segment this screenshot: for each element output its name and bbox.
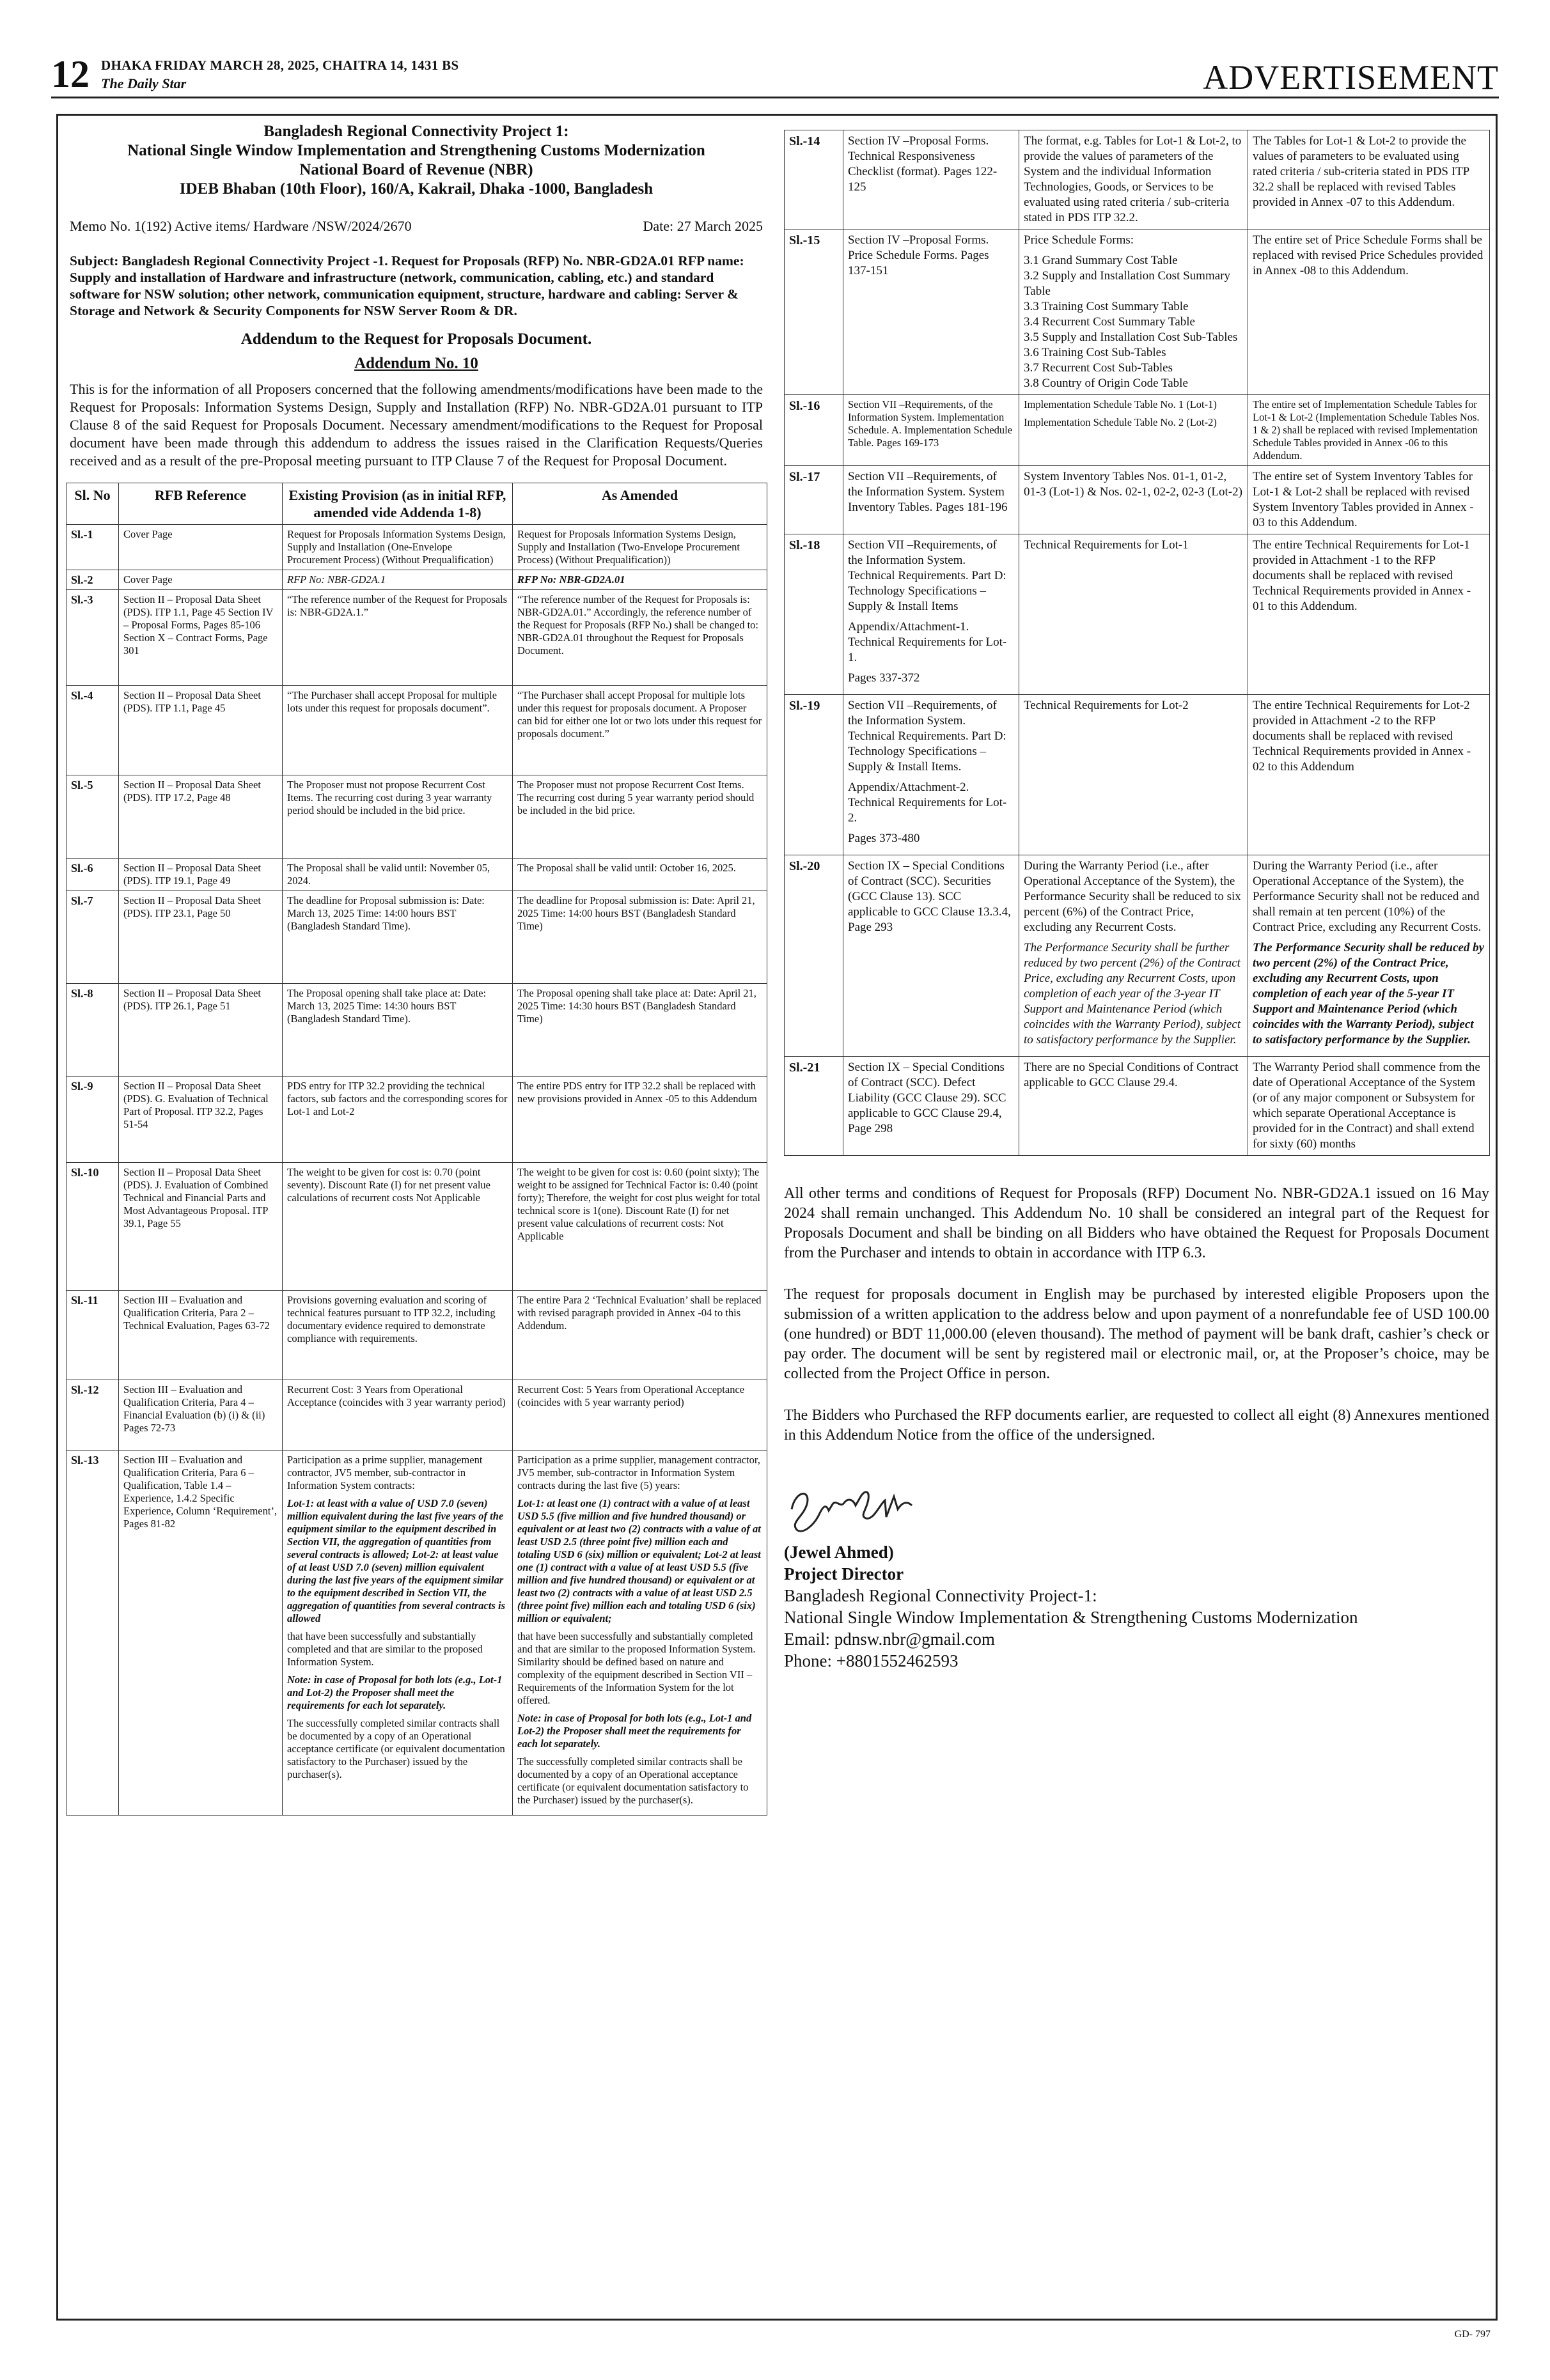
row-existing [283,1451,513,1816]
reference-section: Section VII –Requirements, of the Information System. Technical Requirements. Part D: Technology Specifications – Supply & Install Items. [848,699,1006,774]
list-item: 3.2 Supply and Installation Cost Summary Table [1024,269,1230,298]
table-row [67,984,767,1077]
masthead-date: DHAKA FRIDAY MARCH 28, 2025, CHAITRA 14, 1431 BS [101,58,459,73]
list-item: 3.1 Grand Summary Cost Table [1024,254,1178,267]
closing-paragraph-1: All other terms and conditions of Request for Proposals (RFP) Document No. NBR-GD2A.1 issued on 16 May 2024 shall remain unchanged. This Addendum No. 10 shall be considered an integral part of the Request for Proposals Document and shall be binding on all Bidders who have obtained the Request for Proposals Document from the Purchaser and intends to obtain in accordance with ITP 6.3. [784,1185,1489,1261]
amendment-table-right [784,130,1490,1156]
row-sl: Sl.-7 [67,891,119,984]
row-amended: RFP No: NBR-GD2A.01 [513,570,767,590]
agency-address: IDEB Bhaban (10th Floor), 160/A, Kakrail, Dhaka -1000, Bangladesh [179,180,654,198]
row-existing: The format, e.g. Tables for Lot-1 & Lot-2, to provide the values of parameters of the System and the individual Information Technologies, Goods, or Services to be evaluated using rated criteria / sub-criteria stated in PDS ITP 32.2. [1019,130,1248,229]
newspaper-name: The Daily Star [101,75,187,91]
table-row [785,534,1490,695]
amended-warranty: During the Warranty Period (i.e., after Operational Acceptance of the System), the Performance Security shall not be reduced and shall remain at ten percent (10%) of the Contract Price, excluding any Recurrent Costs. [1253,859,1482,934]
row-reference: Section III – Evaluation and Qualification Criteria, Para 4 – Financial Evaluation (b) (i) & (ii) Pages 72-73 [119,1380,283,1451]
row-reference: Section II – Proposal Data Sheet (PDS). G. Evaluation of Technical Part of Proposal. ITP 32.2, Pages 51-54 [119,1077,283,1163]
table-row [67,686,767,775]
signatory-org-2: National Single Window Implementation & Strengthening Customs Modernization [784,1608,1358,1627]
table-header-row [67,483,767,525]
closing-paragraph-3: The Bidders who Purchased the RFP documents earlier, are requested to collect all eight (8) Annexures mentioned in this Addendum Notice from the office of the undersigned. [784,1407,1489,1443]
masthead [51,54,1499,98]
existing-intro: Participation as a prime supplier, management contractor, JV5 member, sub-contractor in Information System contracts: [287,1454,483,1491]
row-existing: Request for Proposals Information Systems Design, Supply and Installation (One-Envelope Procurement Process) (Without Prequalification) [283,525,513,570]
row-amended: The entire set of Implementation Schedule Tables for Lot-1 & Lot-2 (Implementation Schedule Tables Nos. 1 & 2) shall be replaced with revised Implementation Schedule Tables provided in Annex -06 to this Addendum. [1248,395,1490,466]
advertisement-frame [56,114,1498,2340]
project-name: Bangladesh Regional Connectivity Project 1: [263,123,569,140]
row-amended: The entire set of System Inventory Tables for Lot-1 & Lot-2 shall be replaced with revised System Inventory Tables provided in Annex - 03 to this Addendum. [1248,466,1490,534]
row-sl: Sl.-12 [67,1380,119,1451]
amended-similarity: that have been successfully and substantially completed and that are similar to the proposed Information System. Similarity should be defined based on nature and complexity of the equipment described in Section VII – Requirements of the Information System for the lot offered. [517,1630,756,1706]
addendum-title: Addendum to the Request for Proposals Document. [240,331,592,348]
row-reference: Section II – Proposal Data Sheet (PDS). ITP 1.1, Page 45 Section IV – Proposal Forms, Pages 85-106 Section X – Contract Forms, Page 301 [119,590,283,686]
signatory-email[interactable]: Email: pdnsw.nbr@gmail.com [784,1629,995,1649]
memo-number: Memo No. 1(192) Active items/ Hardware /NSW/2024/2670 [70,218,412,234]
table-row [67,570,767,590]
table-row [67,590,767,686]
row-amended: The entire Para 2 ‘Technical Evaluation’ shall be replaced with revised paragraph provided in Annex -04 to this Addendum. [513,1291,767,1380]
row-sl: Sl.-13 [67,1451,119,1816]
signatory-phone: Phone: +8801552462593 [784,1651,959,1670]
row-reference: Section IV –Proposal Forms. Technical Responsiveness Checklist (format). Pages 122-125 [843,130,1019,229]
intro-paragraph: This is for the information of all Proposers concerned that the following amendments/modifications have been made to the Request for Proposals: Information Systems Design, Supply and Installation (RFP) No. NBR-GD2A.01 pursuant to ITP Clause 8 of the said Request for Proposals Document. Necessary amendment/modifications to the Request for Proposal document have been made through this addendum to address the issues raised in the Clarification Requests/Queries received and as a result of the pre-Proposal meeting pursuant to ITP Clause 7 of the Request for Proposal Document. [70,381,763,469]
row-existing: System Inventory Tables Nos. 01-1, 01-2, 01-3 (Lot-1) & Nos. 02-1, 02-2, 02-3 (Lot-2) [1019,466,1248,534]
table-row [785,130,1490,229]
amended-lot-criteria: Lot-1: at least one (1) contract with a value of at least USD 5.5 (five million and five hundred thousand) or equivalent or at least two (2) contracts with a value of at least USD 2.5 (three point five) million each and totaling USD 6 (six) million or equivalent; Lot-2 at least one (1) contract with a value of at least USD 5.5 (five million and five hundred thousand) or equivalent or at least two (2) contracts with a value of at least USD 2.5 (three point five) million each and totaling USD 6 (six) million or equivalent; [517,1497,761,1624]
signature [784,1471,1489,1541]
reference-pages: Pages 337-372 [848,671,920,685]
row-sl: Sl.-1 [67,525,119,570]
existing-documentation: The successfully completed similar contracts shall be documented by a copy of an Operational acceptance certificate (or equivalent documentation satisfactory to the Purchaser) issued by the purchaser(s). [287,1717,505,1780]
row-existing [1019,855,1248,1057]
row-existing: The Proposer must not propose Recurrent Cost Items. The recurring cost during 3 year warranty period should be included in the bid price. [283,775,513,859]
row-existing [1019,229,1248,395]
amendment-table-left [66,483,767,1816]
row-sl: Sl.-4 [67,686,119,775]
price-schedule-label: Price Schedule Forms: [1024,233,1134,247]
row-existing: “The Purchaser shall accept Proposal for multiple lots under this request for proposals document”. [283,686,513,775]
list-item: 3.4 Recurrent Cost Summary Table [1024,315,1195,329]
row-sl: Sl.-21 [785,1057,843,1156]
row-amended: The entire Technical Requirements for Lot-2 provided in Attachment -2 to the RFP documents shall be replaced with revised Technical Requirements provided in Annex - 02 to this Addendum [1248,695,1490,855]
row-sl: Sl.-2 [67,570,119,590]
header-amended: As Amended [513,483,767,525]
row-reference: Cover Page [119,525,283,570]
row-amended: The deadline for Proposal submission is: Date: April 21, 2025 Time: 14:00 hours BST (Bangladesh Standard Time) [513,891,767,984]
table-row [67,859,767,891]
row-reference: Section VII –Requirements, of the Information System. System Inventory Tables. Pages 181-196 [843,466,1019,534]
row-existing: Technical Requirements for Lot-1 [1019,534,1248,695]
row-reference [843,695,1019,855]
row-sl: Sl.-18 [785,534,843,695]
table-row [785,1057,1490,1156]
row-reference: Section IV –Proposal Forms. Price Schedule Forms. Pages 137-151 [843,229,1019,395]
row-reference: Section II – Proposal Data Sheet (PDS). ITP 23.1, Page 50 [119,891,283,984]
row-existing: Provisions governing evaluation and scoring of technical features pursuant to ITP 32.2, including documentary evidence required to demonstrate compliance with requirements. [283,1291,513,1380]
signatory-name: (Jewel Ahmed) [784,1543,894,1562]
row-amended: Request for Proposals Information Systems Design, Supply and Installation (Two-Envelope Procurement Process) (Without Prequalification)) [513,525,767,570]
reference-appendix: Appendix/Attachment-1. Technical Requirements for Lot-1. [848,620,1007,664]
closing-paragraph-2: The request for proposals document in English may be purchased by interested eligible Proposers upon the submission of a written application to the address below and upon payment of a nonrefundable fee of USD 100.00 (one hundred) or BDT 11,000.00 (eleven thousand). The method of payment will be bank draft, cashier’s check or pay order. The document will be sent by registered mail or electronic mail, or, at the Proposer’s choice, may be collected from the Project Office in person. [784,1286,1489,1382]
table-row [785,695,1490,855]
signatory-title: Project Director [784,1564,904,1583]
table-row [67,1291,767,1380]
row-sl: Sl.-15 [785,229,843,395]
row-amended: The entire set of Price Schedule Forms shall be replaced with revised Price Schedules provided in Annex -08 to this Addendum. [1248,229,1490,395]
row-sl: Sl.-17 [785,466,843,534]
amended-documentation: The successfully completed similar contracts shall be documented by a copy of an Operational acceptance certificate (or equivalent documentation satisfactory to the Purchaser) issued by the purchaser(s). [517,1755,749,1806]
row-amended: “The Purchaser shall accept Proposal for multiple lots under this request for proposals document. A Proposer can bid for either one lot or two lots under this request for proposals document.” [513,686,767,775]
row-existing: Technical Requirements for Lot-2 [1019,695,1248,855]
row-existing: The deadline for Proposal submission is: Date: March 13, 2025 Time: 14:00 hours BST (Bangladesh Standard Time). [283,891,513,984]
list-item: 3.7 Recurrent Cost Sub-Tables [1024,361,1173,375]
table-row [785,395,1490,466]
existing-warranty: During the Warranty Period (i.e., after Operational Acceptance of the System), the Performance Security shall be reduced to six percent (6%) of the Contract Price, excluding any Recurrent Costs. [1024,859,1241,934]
table-row [67,775,767,859]
signature-scribble [784,1471,937,1541]
row-existing: The weight to be given for cost is: 0.70 (point seventy). Discount Rate (I) for net present value calculations of recurrent costs Not Applicable [283,1163,513,1291]
ad-code: GD- 797 [1454,2329,1491,2340]
row-existing: “The reference number of the Request for Proposals is: NBR-GD2A.1.” [283,590,513,686]
existing-similarity: that have been successfully and substantially completed and that are similar to the proposed Information System. [287,1630,483,1668]
table-row [67,1380,767,1451]
row-reference: Section II – Proposal Data Sheet (PDS). ITP 17.2, Page 48 [119,775,283,859]
table-row [67,1163,767,1291]
row-amended: “The reference number of the Request for Proposals is: NBR-GD2A.01.” Accordingly, the reference number of the Request for Proposals (RFP No.) shall be changed to: NBR-GD2A.01 throughout the Request for Proposals Document. [513,590,767,686]
row-amended: The weight to be given for cost is: 0.60 (point sixty); The weight to be assigned for Technical Factor is: 0.40 (point forty); Therefore, the weight for cost plus weight for total technical score is 1(one). Discount Rate (I) for net present value calculations of recurrent costs: Not Applicable [513,1163,767,1291]
list-item: 3.6 Training Cost Sub-Tables [1024,346,1166,359]
row-amended: The Tables for Lot-1 & Lot-2 to provide the values of parameters to be evaluated using rated criteria / sub-criteria stated in PDS ITP 32.2 shall be replaced with revised Tables provided in Annex -07 to this Addendum. [1248,130,1490,229]
existing-lot-criteria: Lot-1: at least with a value of USD 7.0 (seven) million equivalent during the last five years of the equipment similar to the equipment described in Section VII, the aggregation of quantities from several contracts is allowed; Lot-2: at least value of at least USD 7.0 (seven) million equivalent during the last five years of the equipment similar to the equipment described in Section VII, the aggregation of quantities from several contracts is allowed [287,1497,506,1624]
amended-intro: Participation as a prime supplier, management contractor, JV5 member, sub-contractor in Information System contracts during the last five (5) years: [517,1454,760,1491]
row-sl: Sl.-19 [785,695,843,855]
row-amended [513,1451,767,1816]
row-reference: Section II – Proposal Data Sheet (PDS). ITP 26.1, Page 51 [119,984,283,1077]
list-item: 3.3 Training Cost Summary Table [1024,300,1189,313]
row-sl: Sl.-11 [67,1291,119,1380]
row-sl: Sl.-16 [785,395,843,466]
reference-appendix: Appendix/Attachment-2. Technical Requirements for Lot-2. [848,781,1007,825]
row-reference: Section IX – Special Conditions of Contract (SCC). Defect Liability (GCC Clause 29). SCC applicable to GCC Clause 29.4, Page 298 [843,1057,1019,1156]
schedule-table-2: Implementation Schedule Table No. 2 (Lot-2) [1024,416,1217,428]
header-sl-no: Sl. No [67,483,119,525]
row-existing: The Proposal shall be valid until: November 05, 2024. [283,859,513,891]
row-amended: The Warranty Period shall commence from the date of Operational Acceptance of the System (or of any major component or Subsystem for which separate Operational Acceptance is provided for in the Contract) and shall extend for sixty (60) months [1248,1057,1490,1156]
amended-reduction: The Performance Security shall be reduced by two percent (2%) of the Contract Price, excluding any Recurrent Costs, upon completion of each year of the 5-year IT Support and Maintenance Period (which coincides with the Warranty Period), subject to satisfactory performance by the Supplier. [1253,941,1485,1046]
row-sl: Sl.-8 [67,984,119,1077]
memo-date: Date: 27 March 2025 [643,218,763,234]
row-reference: Section III – Evaluation and Qualification Criteria, Para 2 – Technical Evaluation, Pages 63-72 [119,1291,283,1380]
notice-header [66,122,767,199]
subject: Subject: Bangladesh Regional Connectivity Project -1. Request for Proposals (RFP) No. NBR-GD2A.01 RFP name: Supply and installation of Hardware and infrastructure (network, communication, cabling, etc.) and standard software for NSW solution; other network, communication equipment, structure, hardware and cabling: Server & Storage and Network & Security Components for NSW Server Room & DR. [70,253,744,318]
row-reference: Section II – Proposal Data Sheet (PDS). ITP 19.1, Page 49 [119,859,283,891]
amended-note: Note: in case of Proposal for both lots (e.g., Lot-1 and Lot-2) the Proposer shall meet the requirements for each lot separately. [517,1712,752,1750]
header-existing: Existing Provision (as in initial RFP, amended vide Addenda 1-8) [283,483,513,525]
row-existing: There are no Special Conditions of Contract applicable to GCC Clause 29.4. [1019,1057,1248,1156]
row-reference [843,534,1019,695]
table-row [785,229,1490,395]
existing-reduction: The Performance Security shall be further reduced by two percent (2%) of the Contract Price, excluding any Recurrent Costs, upon completion of each year of the 3-year IT Support and Maintenance Period (which coincides with the Warranty Period), subject to satisfactory performance by the Supplier. [1024,941,1241,1046]
row-sl: Sl.-3 [67,590,119,686]
schedule-table-1: Implementation Schedule Table No. 1 (Lot-1) [1024,398,1217,410]
table-row [67,525,767,570]
row-sl: Sl.-5 [67,775,119,859]
row-existing [1019,395,1248,466]
row-reference: Section II – Proposal Data Sheet (PDS). J. Evaluation of Combined Technical and Financial Parts and Most Advantageous Proposal. ITP 39.1, Page 55 [119,1163,283,1291]
memo-line [66,218,767,235]
page-number: 12 [51,53,90,95]
agency-name: National Board of Revenue (NBR) [299,161,533,178]
closing-text [784,1184,1489,1445]
row-amended: The Proposer must not propose Recurrent Cost Items. The recurring cost during 5 year warranty period should be included in the bid price. [513,775,767,859]
left-column [66,122,767,1816]
existing-note: Note: in case of Proposal for both lots (e.g., Lot-1 and Lot-2) the Proposer shall meet the requirements for each lot separately. [287,1674,503,1711]
row-existing: Recurrent Cost: 3 Years from Operational Acceptance (coincides with 3 year warranty period) [283,1380,513,1451]
header-reference: RFB Reference [119,483,283,525]
row-amended: The Proposal opening shall take place at: Date: April 21, 2025 Time: 14:30 hours BST (Bangladesh Standard Time) [513,984,767,1077]
row-sl: Sl.-14 [785,130,843,229]
right-column [784,130,1489,1672]
signatory-org-1: Bangladesh Regional Connectivity Project-1: [784,1586,1097,1605]
row-reference: Section IX – Special Conditions of Contract (SCC). Securities (GCC Clause 13). SCC applicable to GCC Clause 13.3.4, Page 293 [843,855,1019,1057]
signatory-block [784,1541,1489,1672]
section-title: ADVERTISEMENT [1203,58,1499,97]
table-row [67,1077,767,1163]
table-row [67,891,767,984]
row-sl: Sl.-9 [67,1077,119,1163]
list-item: 3.8 Country of Origin Code Table [1024,377,1188,390]
table-row [67,1451,767,1816]
row-reference: Section III – Evaluation and Qualification Criteria, Para 6 – Qualification, Table 1.4 – Experience, 1.4.2 Specific Experience, Column ‘Requirement’, Pages 81-82 [119,1451,283,1816]
row-reference: Cover Page [119,570,283,590]
row-sl: Sl.-20 [785,855,843,1057]
list-item: 3.5 Supply and Installation Cost Sub-Tables [1024,331,1238,344]
reference-section: Section VII –Requirements, of the Information System. Technical Requirements. Part D: Technology Specifications – Supply & Install Items [848,538,1006,613]
row-amended: The entire Technical Requirements for Lot-1 provided in Attachment -1 to the RFP documents shall be replaced with revised Technical Requirements provided in Annex - 01 to this Addendum. [1248,534,1490,695]
table-row [785,855,1490,1057]
row-sl: Sl.-6 [67,859,119,891]
row-sl: Sl.-10 [67,1163,119,1291]
row-existing: RFP No: NBR-GD2A.1 [283,570,513,590]
row-reference: Section II – Proposal Data Sheet (PDS). ITP 1.1, Page 45 [119,686,283,775]
table-row [785,466,1490,534]
row-amended: The entire PDS entry for ITP 32.2 shall be replaced with new provisions provided in Annex -05 to this Addendum [513,1077,767,1163]
program-name: National Single Window Implementation and Strengthening Customs Modernization [127,142,705,159]
row-amended: The Proposal shall be valid until: October 16, 2025. [513,859,767,891]
row-reference: Section VII –Requirements, of the Information System. Implementation Schedule. A. Implementation Schedule Table. Pages 169-173 [843,395,1019,466]
row-amended: Recurrent Cost: 5 Years from Operational Acceptance (coincides with 5 year warranty period) [513,1380,767,1451]
row-existing: The Proposal opening shall take place at: Date: March 13, 2025 Time: 14:30 hours BST (Bangladesh Standard Time). [283,984,513,1077]
addendum-number: Addendum No. 10 [354,355,478,372]
row-amended [1248,855,1490,1057]
reference-pages: Pages 373-480 [848,832,920,845]
row-existing: PDS entry for ITP 32.2 providing the technical factors, sub factors and the corresponding scores for Lot-1 and Lot-2 [283,1077,513,1163]
